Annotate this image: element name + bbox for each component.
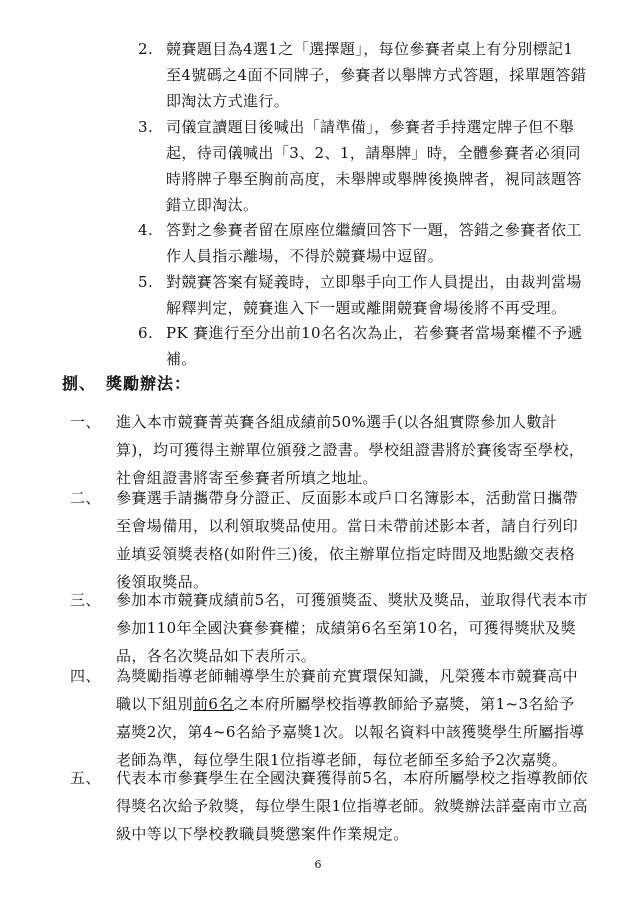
reward-item-1 <box>70 408 590 492</box>
section-heading <box>62 372 191 396</box>
section-title: 獎勵辦法： <box>106 374 192 393</box>
reward-item-5 <box>70 764 590 848</box>
list-item-text: PK 賽進行至分出前10名名次為止，若參賽者當場棄權不予遞補。 <box>166 324 583 368</box>
reward-item-text-part: 為獎勵指導老師輔導學生於賽前充實環保知識，凡榮獲本市競賽高中職以下組別 <box>116 667 579 713</box>
reward-item-text: 進入本市競賽菁英賽各組成績前50%選手(以各組實際參加人數計算)，均可獲得主辦單位頒發之證書。學校組證書將於賽後寄至學校，社會組證書將寄至參賽者所填之地址。 <box>116 413 585 487</box>
list-item-2 <box>138 36 588 114</box>
list-item-text: 競賽題目為4選1之「選擇題」，每位參賽者桌上有分別標記1至4號碼之4面不同牌子，參賽者以舉牌方式答題，採單題答錯即淘汰方式進行。 <box>166 40 587 110</box>
list-item-number: 5. <box>138 273 154 291</box>
list-item-6 <box>138 320 588 372</box>
reward-item-text: 參加本市競賽成績前5名，可獲頒獎盃、獎狀及獎品，並取得代表本市參加110年全國決賽參賽權；成績第6名至第10名，可獲得獎狀及獎品，各名次獎品如下表所示。 <box>116 591 588 665</box>
section-number: 捌、 <box>62 374 97 393</box>
reward-item-number: 一、 <box>70 413 101 431</box>
list-item-text: 對競賽答案有疑義時，立即舉手向工作人員提出，由裁判當場解釋判定，競賽進入下一題或離開競賽會場後將不再受理。 <box>166 273 582 317</box>
reward-item-text: 參賽選手請攜帶身分證正、反面影本或戶口名簿影本，活動當日攜帶至會場備用，以利領取獎品使用。當日未帶前述影本者，請自行列印並填妥領獎表格(如附件三)後，依主辦單位指定時間及地點繳交表格後領取獎品。 <box>116 489 579 591</box>
reward-item-number: 五、 <box>70 769 101 787</box>
list-item-number: 2. <box>138 40 154 58</box>
underlined-emphasis: 前6名 <box>193 695 234 713</box>
reward-item-number: 三、 <box>70 591 101 609</box>
reward-item-4 <box>70 662 590 774</box>
reward-item-2 <box>70 484 590 596</box>
reward-item-text <box>116 662 590 774</box>
list-item-4 <box>138 217 588 269</box>
page-number: 6 <box>314 858 322 871</box>
reward-item-number: 四、 <box>70 667 101 685</box>
list-item-number: 4. <box>138 221 154 239</box>
list-item-number: 3. <box>138 118 154 136</box>
reward-item-3 <box>70 586 590 670</box>
reward-item-number: 二、 <box>70 489 101 507</box>
list-item-text: 司儀宣讀題目後喊出「請準備」，參賽者手持選定牌子但不舉起，待司儀喊出「3、2、1，請舉牌」時，全體參賽者必須同時將牌子舉至胸前高度，未舉牌或舉牌後換牌者，視同該題答錯立即淘汰。 <box>166 118 582 214</box>
reward-item-text-part: 之本府所屬學校指導教師給予嘉獎，第1~3名給予嘉獎2次，第4~6名給予嘉獎1次。以報名資料中該獲獎學生所屬指導老師為準，每位學生限1位指導老師，每位老師至多給予2次嘉獎。 <box>116 695 585 769</box>
list-item-number: 6. <box>138 324 154 342</box>
list-item-5 <box>138 269 588 321</box>
list-item-text: 答對之參賽者留在原座位繼續回答下一題，答錯之參賽者依工作人員指示離場，不得於競賽場中逗留。 <box>166 221 582 265</box>
reward-item-text: 代表本市參賽學生在全國決賽獲得前5名，本府所屬學校之指導教師依得獎名次給予敘獎，每位學生限1位指導老師。敘獎辦法詳臺南市立高級中等以下學校教職員獎懲案件作業規定。 <box>116 769 588 843</box>
list-item-3 <box>138 114 588 218</box>
